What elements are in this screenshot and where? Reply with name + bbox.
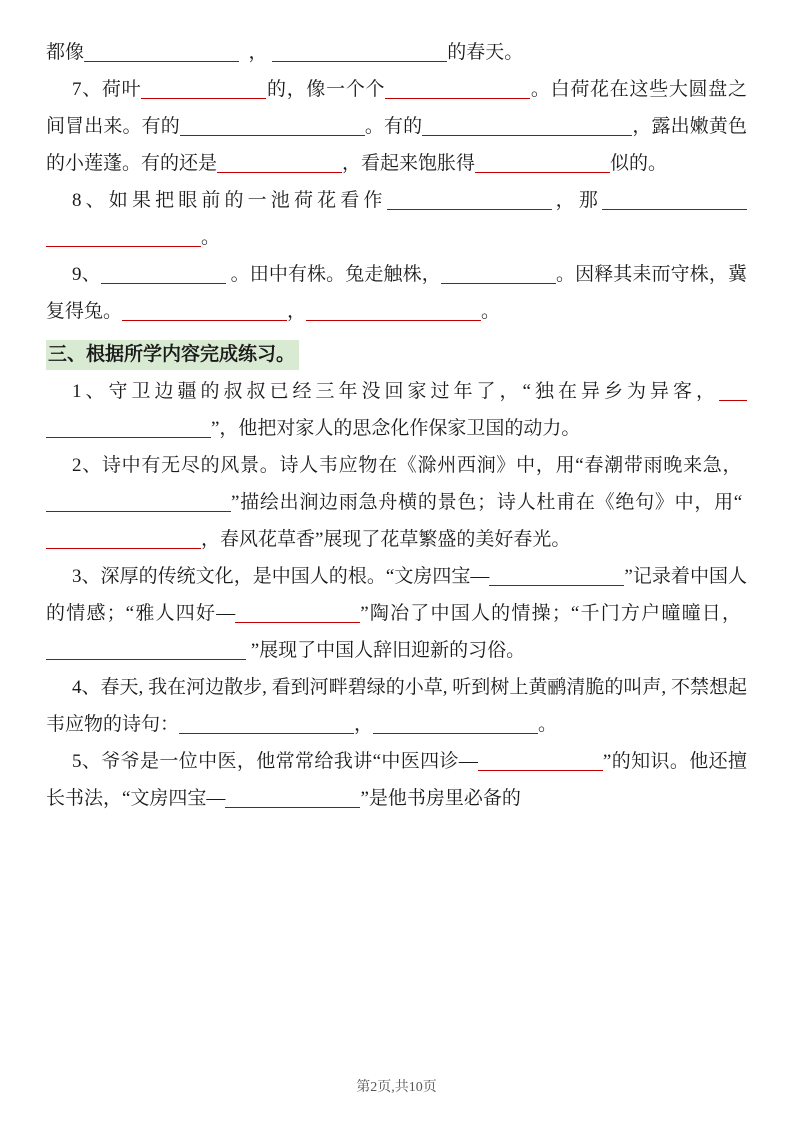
question-7 (46, 71, 747, 182)
text-run: ， (248, 42, 268, 63)
text-run: 如果把眼前的一池荷花看作 (108, 190, 387, 211)
text-run: ，春风花草香”展现了花草繁盛的美好春光。 (201, 529, 571, 550)
fill-blank[interactable] (272, 39, 447, 62)
text-run: ”描绘出涧边雨急舟横的景色；诗人杜甫在《绝句》中，用“ (231, 492, 743, 513)
fill-blank[interactable] (719, 378, 747, 401)
text-run: 似的。 (610, 153, 668, 174)
fill-blank[interactable] (122, 298, 287, 321)
line-continuation (46, 34, 747, 71)
section-heading-wrap (46, 334, 747, 373)
text-run: ，露出嫩黄色的小莲蓬。有的还是 (46, 116, 747, 174)
fill-blank[interactable] (306, 298, 481, 321)
text-run: ， (354, 714, 374, 735)
question-8 (46, 182, 747, 256)
text-run: ”记录着中国人的情感；“雅人四好— (46, 566, 747, 624)
fill-blank[interactable] (441, 261, 556, 284)
fill-blank[interactable] (101, 261, 226, 284)
fill-blank[interactable] (46, 415, 211, 438)
text-run: ”，他把对家人的思念化作保家卫国的动力。 (211, 418, 581, 439)
text-run: ，看起来饱胀得 (342, 153, 476, 174)
question-number: 3、 (72, 566, 101, 587)
text-run: 。有的 (364, 116, 423, 137)
fill-blank[interactable] (141, 76, 266, 99)
text-run: ”是他书房里必备的 (360, 788, 521, 809)
fill-blank[interactable] (46, 489, 231, 512)
fill-blank[interactable] (475, 150, 610, 173)
fill-blank[interactable] (387, 187, 552, 210)
text-run: 。 (201, 227, 221, 248)
text-run: ， (287, 301, 307, 322)
fill-blank[interactable] (180, 113, 365, 136)
text-run: 爷爷是一位中医，他常常给我讲“中医四诊— (101, 751, 478, 772)
practice-3 (46, 558, 747, 669)
question-number: 1、 (72, 381, 109, 402)
text-run: 。田中有株。兔走触株， (230, 264, 441, 285)
fill-blank[interactable] (489, 563, 624, 586)
fill-blank[interactable] (46, 637, 246, 660)
practice-5 (46, 743, 747, 817)
text-run: 深厚的传统文化，是中国人的根。“文房四宝— (100, 566, 490, 587)
document-body (46, 34, 747, 817)
fill-blank[interactable] (46, 224, 201, 247)
fill-blank[interactable] (46, 526, 201, 549)
text-run: 。 (481, 301, 501, 322)
question-number: 4、 (72, 677, 101, 698)
question-number: 9、 (72, 264, 101, 285)
fill-blank[interactable] (422, 113, 537, 136)
fill-blank[interactable] (373, 711, 538, 734)
question-number: 8、 (72, 190, 109, 211)
practice-4 (46, 669, 747, 743)
text-run: 荷叶 (101, 79, 142, 100)
fill-blank[interactable] (537, 113, 632, 136)
text-run: 。白荷花在这些大圆盘之间冒出来。有的 (46, 79, 747, 137)
fill-blank[interactable] (84, 39, 239, 62)
text-run: 。因释其耒而守株，冀复得兔。 (46, 264, 747, 322)
text-run: 。 (538, 714, 558, 735)
question-number: 7、 (72, 79, 102, 100)
question-number: 2、 (72, 455, 102, 476)
fill-blank[interactable] (478, 748, 603, 771)
text-run: 春天, 我在河边散步, 看到河畔碧绿的小草, 听到树上黄鹂清脆的叫声, 不禁想起韦应物的诗句： (46, 677, 747, 735)
fill-blank[interactable] (235, 600, 360, 623)
page-footer: 第2页,共10页 (356, 1080, 437, 1095)
text-run: 诗中有无尽的风景。诗人韦应物在《滁州西涧》中，用“春潮带雨晚来急， (101, 455, 743, 476)
fill-blank[interactable] (225, 785, 360, 808)
text-run: 的春天。 (447, 42, 524, 63)
practice-2 (46, 447, 747, 558)
question-number: 5、 (72, 751, 102, 772)
text-run: 的，像一个个 (266, 79, 386, 100)
section-heading: 三、根据所学内容完成练习。 (46, 340, 299, 370)
fill-blank[interactable] (602, 187, 747, 210)
text-run: ，那 (551, 190, 602, 211)
text-run: ”展现了中国人辞旧迎新的习俗。 (250, 640, 526, 661)
fill-blank[interactable] (217, 150, 342, 173)
text-run: 守卫边疆的叔叔已经三年没回家过年了，“独在异乡为异客， (108, 381, 719, 402)
practice-1 (46, 373, 747, 447)
text-run: ”陶冶了中国人的情操；“千门方户曈曈日， (360, 603, 743, 624)
fill-blank[interactable] (385, 76, 530, 99)
text-run: ”的知识。他还擅长书法，“文房四宝— (46, 751, 747, 809)
fill-blank[interactable] (179, 711, 354, 734)
question-9 (46, 256, 747, 330)
text-run: 都像 (46, 42, 85, 63)
